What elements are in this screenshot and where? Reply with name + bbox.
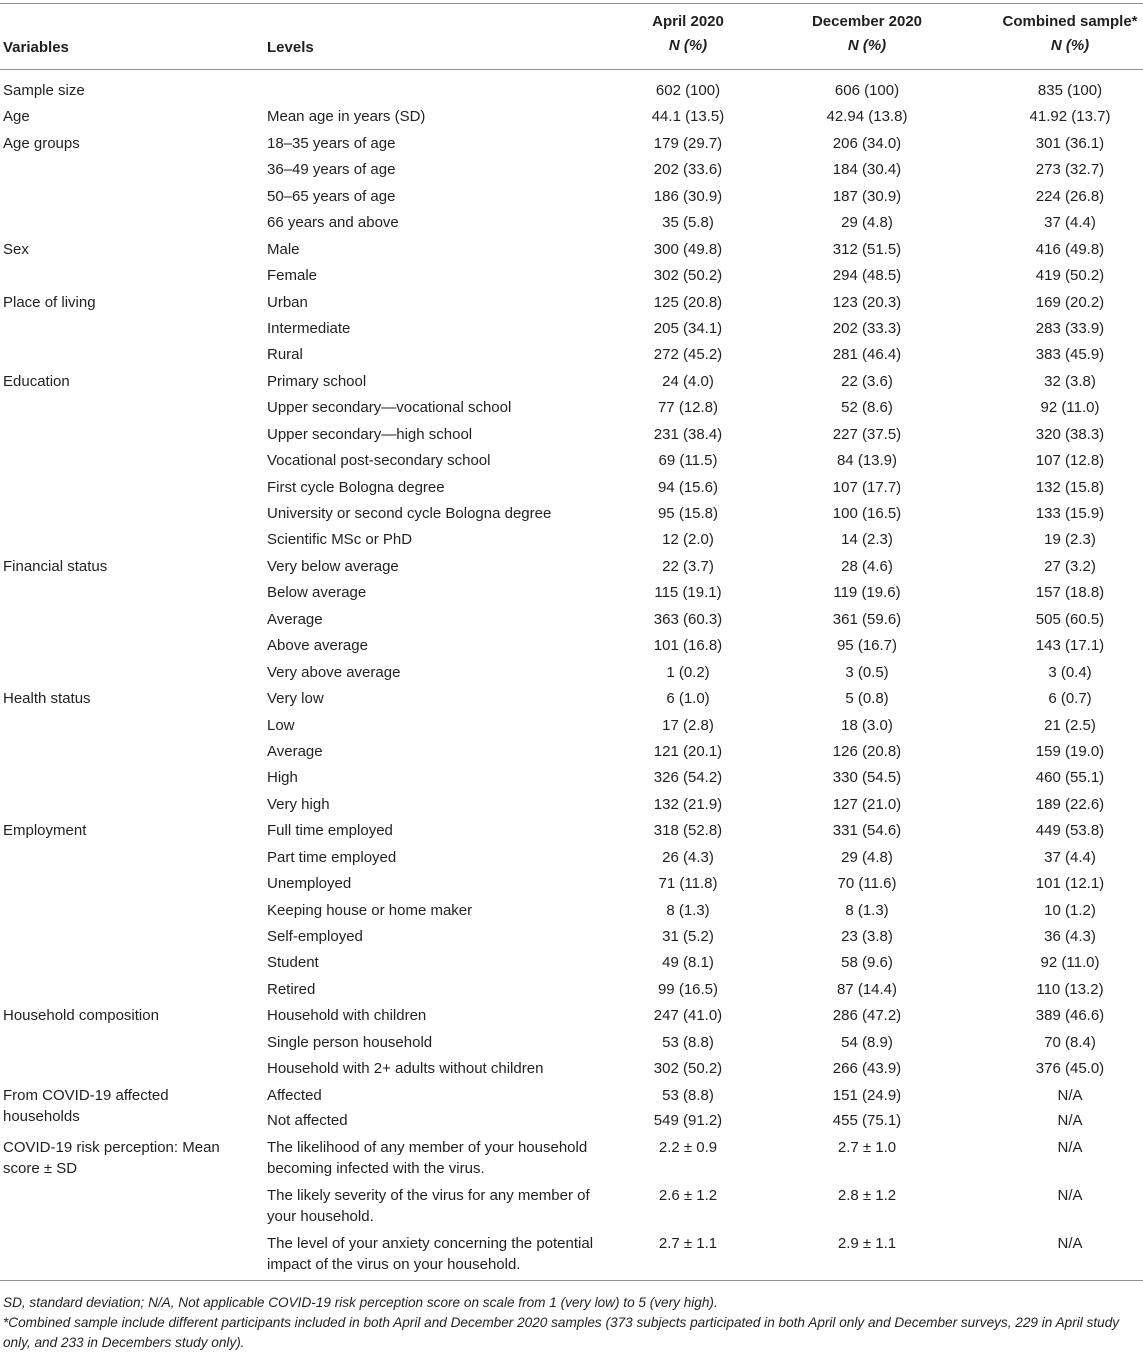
table-row bbox=[0, 767, 1143, 793]
cell-december-2020: 29 (4.8) bbox=[841, 214, 893, 232]
cell-april-2020: 318 (52.8) bbox=[653, 822, 723, 840]
cell-combined-sample: 92 (11.0) bbox=[1040, 954, 1100, 972]
cell-combined-sample: 32 (3.8) bbox=[1044, 372, 1096, 390]
table-footnotes bbox=[3, 1293, 1141, 1353]
cell-december-2020: 606 (100) bbox=[834, 82, 900, 99]
cell-april-2020: 99 (16.5) bbox=[657, 980, 719, 998]
cell-combined-sample: 835 (100) bbox=[1037, 82, 1103, 99]
cell-april-2020: 302 (50.2) bbox=[653, 267, 723, 285]
header-n-pct: N (%) bbox=[1050, 37, 1090, 54]
cell-level: Household with 2+ adults without children bbox=[267, 1060, 544, 1078]
table-row bbox=[0, 1058, 1143, 1084]
cell-december-2020: 58 (9.6) bbox=[841, 954, 893, 972]
cell-april-2020: 2.7 ± 1.1 bbox=[658, 1234, 718, 1252]
table-body bbox=[0, 80, 1143, 1281]
cell-combined-sample: 27 (3.2) bbox=[1044, 557, 1096, 575]
cell-combined-sample: 36 (4.3) bbox=[1044, 928, 1096, 945]
cell-april-2020: 17 (2.8) bbox=[662, 716, 714, 734]
cell-april-2020: 179 (29.7) bbox=[653, 134, 723, 152]
cell-combined-sample: 133 (15.9) bbox=[1035, 505, 1105, 522]
cell-level: Above average bbox=[267, 637, 368, 655]
cell-april-2020: 94 (15.6) bbox=[657, 478, 719, 496]
cell-april-2020: 300 (49.8) bbox=[653, 240, 723, 258]
cell-level: Below average bbox=[267, 584, 367, 602]
table-row bbox=[0, 397, 1143, 423]
cell-april-2020: 49 (8.1) bbox=[662, 954, 714, 972]
cell-variable: Age groups bbox=[3, 134, 80, 152]
header-levels: Levels bbox=[267, 39, 314, 56]
cell-april-2020: 44.1 (13.5) bbox=[651, 108, 725, 126]
cell-combined-sample: 376 (45.0) bbox=[1035, 1060, 1105, 1078]
cell-combined-sample: 460 (55.1) bbox=[1035, 769, 1105, 787]
cell-april-2020: 121 (20.1) bbox=[653, 742, 723, 760]
cell-combined-sample: 283 (33.9) bbox=[1035, 319, 1105, 337]
cell-december-2020: 123 (20.3) bbox=[832, 293, 902, 311]
table-row bbox=[0, 662, 1143, 688]
table-row bbox=[0, 556, 1143, 582]
cell-december-2020: 23 (3.8) bbox=[841, 928, 893, 945]
cell-combined-sample: 301 (36.1) bbox=[1035, 134, 1105, 152]
cell-december-2020: 29 (4.8) bbox=[841, 848, 893, 866]
table-row bbox=[0, 741, 1143, 767]
cell-april-2020: 77 (12.8) bbox=[657, 399, 719, 417]
cell-level: The level of your anxiety concerning the potential impact of the virus on your household. bbox=[267, 1234, 594, 1273]
table-row bbox=[0, 212, 1143, 238]
cell-april-2020: 35 (5.8) bbox=[662, 214, 714, 232]
cell-combined-sample: N/A bbox=[1057, 1234, 1083, 1252]
cell-december-2020: 14 (2.3) bbox=[841, 531, 893, 549]
cell-december-2020: 227 (37.5) bbox=[832, 425, 902, 443]
cell-level: Upper secondary—high school bbox=[267, 425, 473, 443]
cell-december-2020: 330 (54.5) bbox=[832, 769, 902, 787]
cell-level: Average bbox=[267, 610, 323, 628]
cell-december-2020: 54 (8.9) bbox=[841, 1033, 893, 1051]
top-rule bbox=[0, 3, 1143, 4]
header-n-pct: N (%) bbox=[847, 37, 887, 54]
cell-level: 36–49 years of age bbox=[267, 161, 396, 179]
cell-combined-sample: 41.92 (13.7) bbox=[1029, 108, 1111, 126]
cell-combined-sample: 70 (8.4) bbox=[1044, 1033, 1096, 1051]
table-row bbox=[0, 1185, 1143, 1233]
cell-level: Retired bbox=[267, 980, 316, 998]
cell-combined-sample: N/A bbox=[1057, 1086, 1083, 1104]
cell-level: The likely severity of the virus for any member of your household. bbox=[267, 1186, 590, 1225]
table-row bbox=[0, 450, 1143, 476]
cell-level: 18–35 years of age bbox=[267, 134, 396, 152]
cell-april-2020: 326 (54.2) bbox=[653, 769, 723, 787]
cell-april-2020: 6 (1.0) bbox=[666, 690, 710, 708]
cell-april-2020: 549 (91.2) bbox=[653, 1112, 723, 1130]
cell-variable: Age bbox=[3, 108, 30, 126]
cell-level: Student bbox=[267, 954, 319, 972]
cell-combined-sample: 101 (12.1) bbox=[1035, 875, 1105, 893]
cell-april-2020: 231 (38.4) bbox=[653, 425, 723, 443]
cell-april-2020: 95 (15.8) bbox=[657, 505, 719, 522]
cell-december-2020: 87 (14.4) bbox=[836, 980, 898, 998]
cell-level: Affected bbox=[267, 1086, 322, 1104]
cell-april-2020: 115 (19.1) bbox=[654, 584, 722, 602]
cell-variable: Sex bbox=[3, 240, 29, 258]
cell-level: Unemployed bbox=[267, 875, 352, 893]
cell-combined-sample: 10 (1.2) bbox=[1044, 901, 1096, 919]
cell-december-2020: 2.8 ± 1.2 bbox=[837, 1186, 897, 1204]
header-n-pct: N (%) bbox=[668, 37, 708, 54]
footnote-combined-sample: *Combined sample include different participants included in both April and December 2020 samples (373 subjects participated in both April only and December surveys, 229 in April study only, and 233 in Decembers study only). bbox=[3, 1315, 1120, 1350]
cell-level: Very below average bbox=[267, 557, 399, 575]
cell-combined-sample: 383 (45.9) bbox=[1035, 346, 1105, 364]
cell-december-2020: 84 (13.9) bbox=[836, 452, 898, 470]
cell-variable: From COVID-19 affected households bbox=[3, 1086, 169, 1125]
cell-level: 66 years and above bbox=[267, 214, 399, 232]
cell-combined-sample: 157 (18.8) bbox=[1035, 584, 1105, 602]
cell-variable: Health status bbox=[3, 690, 91, 708]
cell-april-2020: 2.2 ± 0.9 bbox=[658, 1138, 718, 1156]
cell-april-2020: 69 (11.5) bbox=[658, 452, 718, 470]
cell-april-2020: 53 (8.8) bbox=[662, 1086, 714, 1104]
cell-april-2020: 2.6 ± 1.2 bbox=[658, 1186, 718, 1204]
cell-combined-sample: 37 (4.4) bbox=[1044, 214, 1096, 232]
cell-december-2020: 2.9 ± 1.1 bbox=[837, 1234, 897, 1252]
cell-combined-sample: N/A bbox=[1057, 1138, 1083, 1156]
cell-december-2020: 42.94 (13.8) bbox=[826, 108, 908, 126]
table-row bbox=[0, 503, 1143, 529]
cell-april-2020: 132 (21.9) bbox=[653, 795, 723, 813]
cell-level: Intermediate bbox=[267, 319, 351, 337]
cell-combined-sample: 389 (46.6) bbox=[1035, 1007, 1105, 1025]
table-row bbox=[0, 477, 1143, 503]
header-december-2020: December 2020 N (%) bbox=[811, 13, 923, 54]
cell-december-2020: 95 (16.7) bbox=[836, 637, 898, 655]
table-row bbox=[0, 1110, 1143, 1136]
cell-level: Mean age in years (SD) bbox=[267, 108, 426, 126]
table-row bbox=[0, 847, 1143, 873]
table-row bbox=[0, 106, 1143, 132]
cell-december-2020: 22 (3.6) bbox=[841, 372, 893, 390]
cell-level: Single person household bbox=[267, 1033, 433, 1051]
cell-combined-sample: 3 (0.4) bbox=[1048, 663, 1092, 681]
cell-level: Primary school bbox=[267, 372, 367, 390]
cell-combined-sample: 6 (0.7) bbox=[1048, 690, 1092, 708]
cell-combined-sample: 224 (26.8) bbox=[1035, 187, 1105, 205]
cell-april-2020: 363 (60.3) bbox=[653, 610, 723, 628]
cell-combined-sample: 37 (4.4) bbox=[1044, 848, 1096, 866]
cell-december-2020: 2.7 ± 1.0 bbox=[837, 1138, 897, 1156]
table-row bbox=[0, 635, 1143, 661]
cell-december-2020: 202 (33.3) bbox=[832, 319, 902, 337]
cell-level: Vocational post-secondary school bbox=[267, 452, 491, 470]
table-row bbox=[0, 1137, 1143, 1185]
cell-variable: Education bbox=[3, 372, 70, 390]
cell-december-2020: 312 (51.5) bbox=[832, 240, 902, 258]
cell-december-2020: 127 (21.0) bbox=[832, 795, 902, 813]
table-row bbox=[0, 133, 1143, 159]
table-row bbox=[0, 1032, 1143, 1058]
cell-variable: Financial status bbox=[3, 557, 108, 575]
cell-december-2020: 18 (3.0) bbox=[841, 716, 893, 734]
cell-level: Part time employed bbox=[267, 848, 397, 866]
cell-combined-sample: 110 (13.2) bbox=[1036, 980, 1104, 998]
cell-level: Self-employed bbox=[267, 928, 363, 945]
cell-december-2020: 184 (30.4) bbox=[832, 161, 902, 179]
cell-april-2020: 272 (45.2) bbox=[653, 346, 723, 364]
cell-variable: COVID-19 risk perception: Mean score ± SD bbox=[3, 1138, 220, 1177]
cell-combined-sample: 419 (50.2) bbox=[1035, 267, 1105, 285]
cell-december-2020: 5 (0.8) bbox=[845, 690, 889, 708]
footnote-abbreviations: SD, standard deviation; N/A, Not applicable COVID-19 risk perception score on scale from 1 (very low) to 5 (very high). bbox=[3, 1295, 718, 1310]
cell-combined-sample: N/A bbox=[1057, 1112, 1083, 1130]
cell-april-2020: 602 (100) bbox=[655, 82, 721, 99]
cell-april-2020: 22 (3.7) bbox=[662, 557, 714, 575]
cell-level: Male bbox=[267, 240, 300, 258]
table-row bbox=[0, 926, 1143, 952]
cell-level: 50–65 years of age bbox=[267, 187, 396, 205]
table-row bbox=[0, 900, 1143, 926]
cell-december-2020: 3 (0.5) bbox=[845, 663, 889, 681]
cell-combined-sample: 169 (20.2) bbox=[1035, 293, 1105, 311]
table-row bbox=[0, 952, 1143, 978]
header-rule bbox=[0, 69, 1143, 70]
cell-december-2020: 28 (4.6) bbox=[841, 557, 893, 575]
cell-december-2020: 361 (59.6) bbox=[832, 610, 902, 628]
cell-level: High bbox=[267, 769, 298, 787]
bottom-rule bbox=[0, 1280, 1143, 1281]
cell-level: Urban bbox=[267, 293, 308, 311]
cell-combined-sample: 449 (53.8) bbox=[1035, 822, 1105, 840]
cell-level: Full time employed bbox=[267, 822, 393, 840]
header-variables: Variables bbox=[3, 39, 69, 56]
cell-level: Female bbox=[267, 267, 318, 285]
table-row bbox=[0, 529, 1143, 555]
cell-variable: Household composition bbox=[3, 1007, 159, 1025]
table-row bbox=[0, 239, 1143, 265]
cell-april-2020: 71 (11.8) bbox=[658, 875, 718, 893]
cell-combined-sample: 21 (2.5) bbox=[1044, 716, 1096, 734]
cell-april-2020: 24 (4.0) bbox=[662, 372, 714, 390]
header-combined-sample: Combined sample* N (%) bbox=[1002, 13, 1138, 54]
cell-level: Keeping house or home maker bbox=[267, 901, 473, 919]
table-row bbox=[0, 582, 1143, 608]
cell-december-2020: 126 (20.8) bbox=[832, 742, 902, 760]
cell-april-2020: 53 (8.8) bbox=[662, 1033, 714, 1051]
cell-level: First cycle Bologna degree bbox=[267, 478, 445, 496]
cell-combined-sample: 505 (60.5) bbox=[1035, 610, 1105, 628]
cell-level: Low bbox=[267, 716, 295, 734]
cell-december-2020: 107 (17.7) bbox=[832, 478, 902, 496]
table-row bbox=[0, 265, 1143, 291]
cell-april-2020: 202 (33.6) bbox=[653, 161, 723, 179]
cell-april-2020: 31 (5.2) bbox=[662, 928, 714, 945]
cell-level: Very high bbox=[267, 795, 330, 813]
cell-variable: Employment bbox=[3, 822, 87, 840]
table-row bbox=[0, 1233, 1143, 1281]
table-row bbox=[0, 80, 1143, 106]
cell-level: Rural bbox=[267, 346, 303, 364]
cell-april-2020: 26 (4.3) bbox=[662, 848, 714, 866]
header-april-2020: April 2020 N (%) bbox=[652, 13, 724, 54]
cell-april-2020: 8 (1.3) bbox=[666, 901, 710, 919]
table-row bbox=[0, 159, 1143, 185]
cell-combined-sample: 159 (19.0) bbox=[1035, 742, 1105, 760]
cell-combined-sample: 320 (38.3) bbox=[1035, 425, 1105, 443]
cell-combined-sample: N/A bbox=[1057, 1186, 1083, 1204]
cell-december-2020: 331 (54.6) bbox=[832, 822, 902, 840]
cell-april-2020: 1 (0.2) bbox=[666, 663, 710, 681]
cell-april-2020: 186 (30.9) bbox=[653, 187, 723, 205]
cell-combined-sample: 132 (15.8) bbox=[1035, 478, 1105, 496]
cell-april-2020: 12 (2.0) bbox=[662, 531, 714, 549]
table-row bbox=[0, 371, 1143, 397]
cell-april-2020: 247 (41.0) bbox=[653, 1007, 723, 1025]
table-row bbox=[0, 794, 1143, 820]
table-row bbox=[0, 979, 1143, 1005]
cell-december-2020: 187 (30.9) bbox=[832, 187, 902, 205]
cell-december-2020: 455 (75.1) bbox=[832, 1112, 902, 1130]
table-row bbox=[0, 424, 1143, 450]
cell-april-2020: 125 (20.8) bbox=[653, 293, 723, 311]
cell-combined-sample: 273 (32.7) bbox=[1035, 161, 1105, 179]
table-row bbox=[0, 688, 1143, 714]
cell-april-2020: 101 (16.8) bbox=[653, 637, 723, 655]
cell-december-2020: 266 (43.9) bbox=[832, 1060, 902, 1078]
table-row bbox=[0, 186, 1143, 212]
cell-december-2020: 100 (16.5) bbox=[832, 505, 902, 522]
table-row bbox=[0, 820, 1143, 846]
cell-level: University or second cycle Bologna degree bbox=[267, 505, 552, 522]
cell-variable: Sample size bbox=[3, 82, 85, 99]
cell-variable: Place of living bbox=[3, 293, 96, 311]
cell-combined-sample: 92 (11.0) bbox=[1040, 399, 1100, 417]
cell-level: The likelihood of any member of your household becoming infected with the virus. bbox=[267, 1138, 588, 1177]
cell-december-2020: 281 (46.4) bbox=[832, 346, 902, 364]
table-row bbox=[0, 1005, 1143, 1031]
cell-level: Upper secondary—vocational school bbox=[267, 399, 512, 417]
table-row bbox=[0, 292, 1143, 318]
cell-december-2020: 8 (1.3) bbox=[845, 901, 889, 919]
cell-december-2020: 70 (11.6) bbox=[837, 875, 897, 893]
table-row bbox=[0, 873, 1143, 899]
cell-level: Average bbox=[267, 742, 323, 760]
cell-level: Very above average bbox=[267, 663, 401, 681]
cell-december-2020: 286 (47.2) bbox=[832, 1007, 902, 1025]
cell-april-2020: 302 (50.2) bbox=[653, 1060, 723, 1078]
table-row bbox=[0, 318, 1143, 344]
cell-combined-sample: 19 (2.3) bbox=[1044, 531, 1096, 549]
cell-level: Not affected bbox=[267, 1112, 348, 1130]
cell-combined-sample: 107 (12.8) bbox=[1035, 452, 1105, 470]
table-row bbox=[0, 609, 1143, 635]
table-row bbox=[0, 715, 1143, 741]
cell-combined-sample: 143 (17.1) bbox=[1035, 637, 1105, 655]
cell-combined-sample: 189 (22.6) bbox=[1035, 795, 1105, 813]
cell-level: Scientific MSc or PhD bbox=[267, 531, 413, 549]
cell-december-2020: 294 (48.5) bbox=[832, 267, 902, 285]
table-row bbox=[0, 344, 1143, 370]
cell-december-2020: 151 (24.9) bbox=[832, 1086, 902, 1104]
cell-december-2020: 119 (19.6) bbox=[833, 584, 901, 602]
cell-level: Very low bbox=[267, 690, 324, 708]
cell-combined-sample: 416 (49.8) bbox=[1035, 240, 1105, 258]
cell-level: Household with children bbox=[267, 1007, 427, 1025]
cell-december-2020: 206 (34.0) bbox=[832, 134, 902, 152]
cell-december-2020: 52 (8.6) bbox=[841, 399, 893, 417]
cell-april-2020: 205 (34.1) bbox=[653, 319, 723, 337]
